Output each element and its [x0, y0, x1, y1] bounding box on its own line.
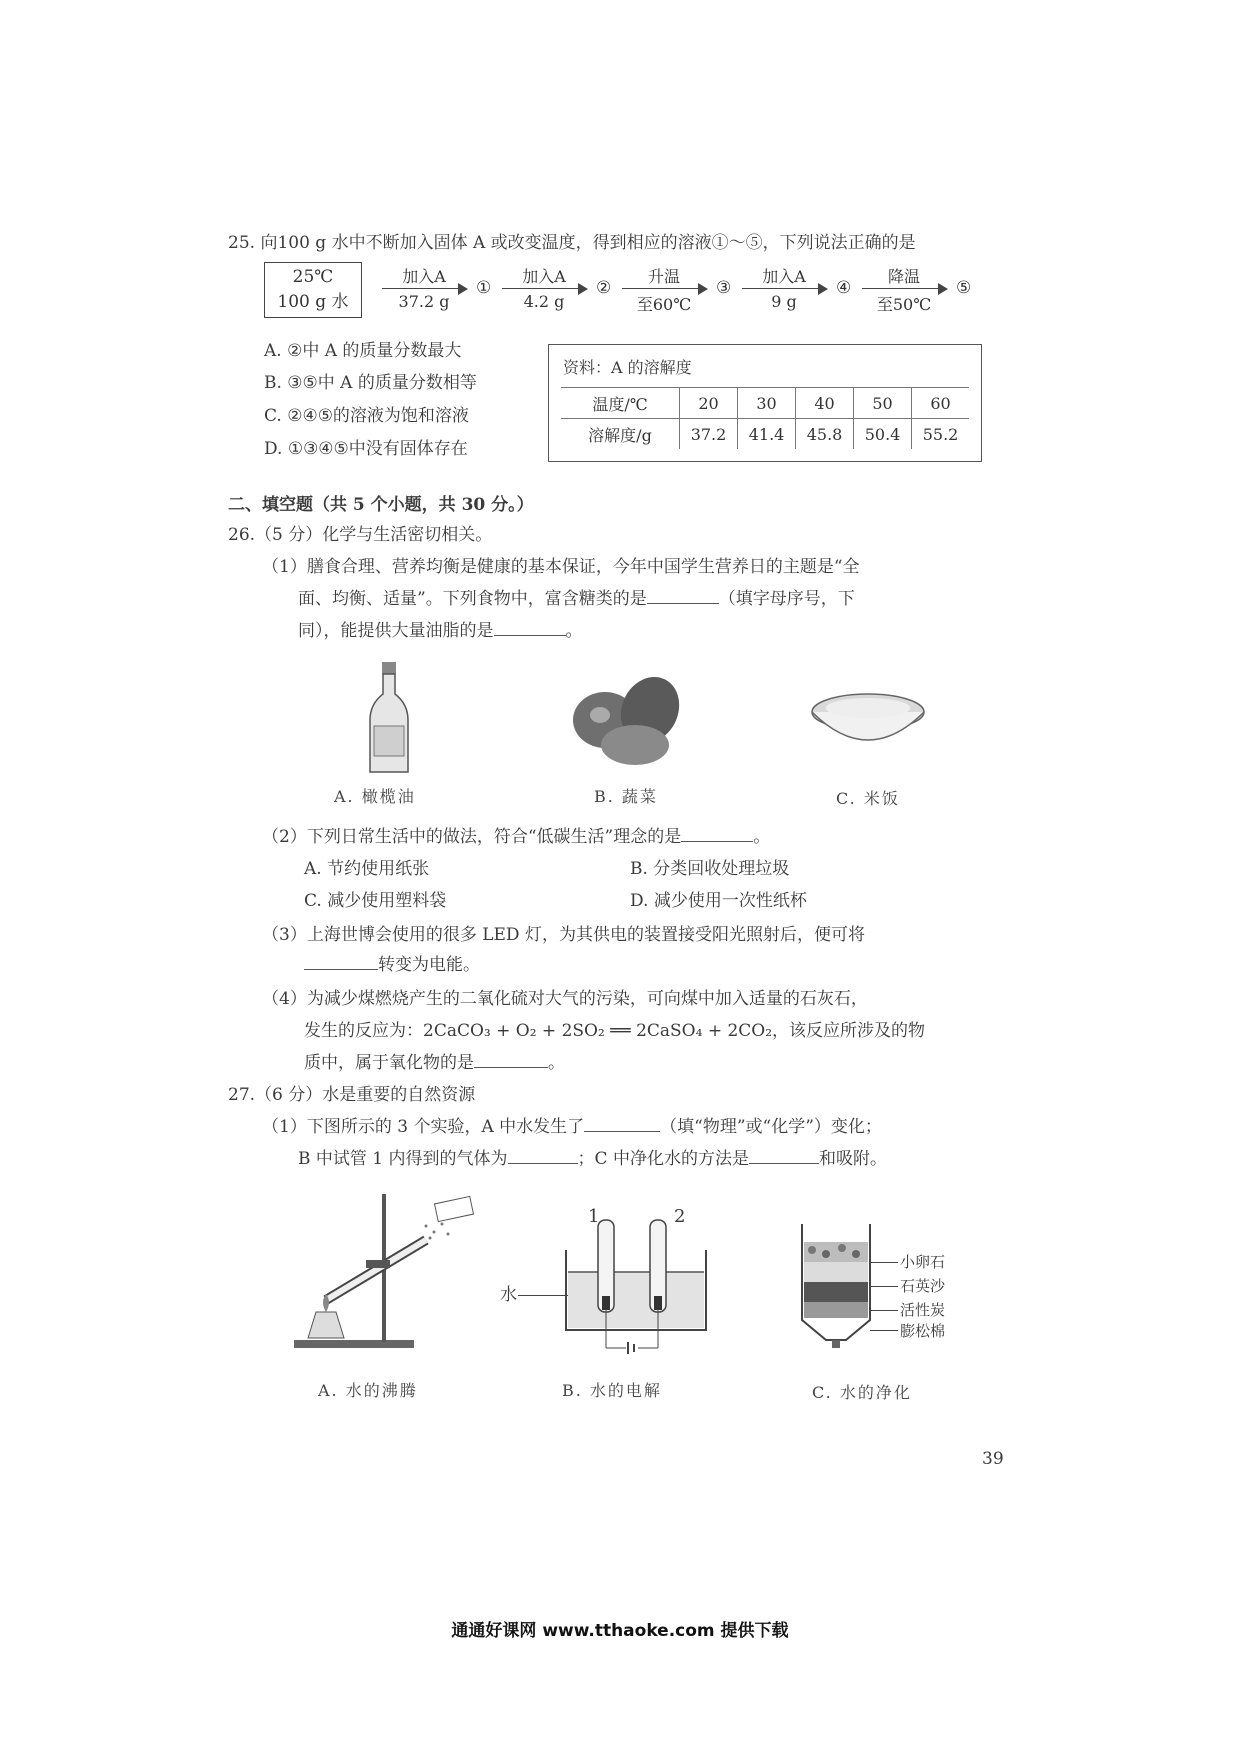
q26-part1-text: 。: [565, 621, 583, 641]
filter-pointer-line: [870, 1286, 898, 1287]
tube-2-label: 2: [674, 1206, 686, 1227]
q25-start-temp: 25℃: [292, 267, 334, 287]
q25-step-action: 加入A: [522, 267, 566, 286]
food-caption-c: C. 米饭: [836, 789, 900, 808]
filter-label-cotton: 膨松棉: [900, 1322, 946, 1340]
answer-blank[interactable]: [647, 589, 719, 604]
q26-part4-line3: [304, 1052, 565, 1074]
filter-pointer-line: [870, 1330, 898, 1331]
table-cell: 40: [796, 388, 854, 419]
q26-part2-option-a: A. 节约使用纸张: [304, 859, 430, 879]
table-cell: 温度/℃: [561, 388, 680, 419]
q25-step-action: 升温: [647, 267, 680, 286]
solubility-table-box: [548, 344, 982, 462]
diagram-caption-a: A. 水的沸腾: [318, 1381, 418, 1400]
q25-step-action: 加入A: [402, 267, 446, 286]
q25-option-c: C. ②④⑤的溶液为饱和溶液: [264, 406, 469, 426]
q26-part1-line2: [298, 588, 855, 610]
answer-blank[interactable]: [508, 1149, 578, 1164]
q26-part2-text: （2）下列日常生活中的做法，符合“低碳生活”理念的是: [262, 827, 682, 847]
q26-part3-line2: [304, 954, 480, 976]
q26-part1-text: 同），能提供大量油脂的是: [298, 621, 494, 641]
q26-part3-text: 转变为电能。: [378, 955, 480, 975]
water-label: 水: [500, 1285, 517, 1305]
q26-part3-line1: （3）上海世博会使用的很多 LED 灯，为其供电的装置接受阳光照射后，便可将: [262, 925, 865, 945]
section-heading: 二、填空题（共 5 个小题，共 30 分。）: [228, 495, 534, 515]
q25-solution-label: ⑤: [956, 278, 972, 298]
q25-step-amount: 37.2 g: [398, 292, 450, 311]
food-caption-b: B. 蔬菜: [594, 787, 658, 806]
answer-blank[interactable]: [494, 621, 566, 636]
q25-step-arrow: [862, 264, 950, 312]
q25-step-arrow: [742, 264, 830, 312]
answer-blank[interactable]: [304, 955, 378, 970]
q27-part1-line2: [298, 1148, 887, 1170]
q26-part4-text: 。: [548, 1053, 565, 1073]
q26-part4-text: 质中，属于氧化物的是: [304, 1053, 474, 1073]
filter-pointer-line: [870, 1310, 898, 1311]
q25-step-arrow: [382, 264, 470, 312]
solubility-table: [561, 387, 969, 449]
q25-option-b: B. ③⑤中 A 的质量分数相等: [264, 373, 477, 393]
q25-solution-label: ①: [476, 278, 492, 298]
q27-part1-line1: [262, 1116, 882, 1138]
table-cell: 50: [854, 388, 912, 419]
q25-solution-label: ②: [596, 278, 612, 298]
q27-stem: 27.（6 分）水是重要的自然资源: [228, 1085, 476, 1105]
water-boiling-diagram: [286, 1180, 486, 1355]
q25-step-amount: 至60℃: [636, 295, 692, 314]
q26-part1-line1: （1）膳食合理、营养均衡是健康的基本保证，今年中国学生营养日的主题是“全: [262, 557, 860, 577]
q25-step-arrow: [502, 264, 590, 312]
filter-pointer-line: [870, 1262, 898, 1263]
q26-part2-stem: [262, 826, 770, 848]
q25-stem: 25. 向100 g 水中不断加入固体 A 或改变温度，得到相应的溶液①～⑤，下列说法正确的是: [228, 233, 916, 253]
table-cell: 37.2: [680, 419, 738, 450]
q27-part1-text: ；C 中净化水的方法是: [577, 1149, 749, 1169]
q26-part2-option-d: D. 减少使用一次性纸杯: [630, 891, 807, 911]
filter-label-sand: 石英沙: [900, 1277, 946, 1295]
answer-blank[interactable]: [749, 1149, 819, 1164]
q25-solution-label: ④: [836, 278, 852, 298]
q25-step-action: 加入A: [762, 267, 806, 286]
q25-step-amount: 至50℃: [876, 295, 932, 314]
table-cell: 60: [912, 388, 969, 419]
diagram-caption-c: C. 水的净化: [812, 1383, 912, 1402]
q25-step-action: 降温: [887, 267, 920, 286]
q26-part4-line1: （4）为减少煤燃烧产生的二氧化硫对大气的污染，可向煤中加入适量的石灰石，: [262, 989, 868, 1009]
q26-part2-option-b: B. 分类回收处理垃圾: [630, 859, 790, 879]
answer-blank[interactable]: [474, 1053, 548, 1068]
q25-step-amount: 4.2 g: [523, 292, 565, 311]
rice-bowl-image: [808, 688, 928, 758]
water-electrolysis-diagram: [546, 1210, 726, 1360]
table-cell: 41.4: [738, 419, 796, 450]
table-row: [561, 388, 969, 419]
q25-start-water: 100 g 水: [277, 292, 349, 312]
q26-part1-text: （填字母序号，下: [718, 589, 855, 609]
food-caption-a: A. 橄榄油: [334, 787, 416, 806]
q25-step-arrow: [622, 264, 710, 312]
answer-blank[interactable]: [681, 827, 753, 842]
vegetables-image: [560, 670, 710, 770]
q25-start-box: [264, 262, 362, 318]
table-cell: 45.8: [796, 419, 854, 450]
table-cell: 55.2: [912, 419, 969, 450]
q26-part2-option-c: C. 减少使用塑料袋: [304, 891, 447, 911]
q26-part4-line2: 发生的反应为：2CaCO₃ + O₂ + 2SO₂ ══ 2CaSO₄ + 2CO₂，该反应所涉及的物: [304, 1021, 926, 1041]
diagram-caption-b: B. 水的电解: [562, 1381, 662, 1400]
water-pointer-line: [518, 1295, 568, 1296]
answer-blank[interactable]: [584, 1117, 660, 1132]
q25-solution-label: ③: [716, 278, 732, 298]
table-cell: 20: [680, 388, 738, 419]
q27-part1-text: （1）下图所示的 3 个实验，A 中水发生了: [262, 1117, 585, 1137]
table-cell: 溶解度/g: [561, 419, 680, 450]
tube-1-label: 1: [588, 1206, 600, 1227]
q26-part1-text: 面、均衡、适量”。下列食物中，富含糖类的是: [298, 589, 647, 609]
filter-label-carbon: 活性炭: [900, 1301, 946, 1319]
solubility-table-title: 资料：A 的溶解度: [563, 358, 692, 377]
olive-oil-bottle-image: [350, 660, 430, 780]
q27-part1-text: B 中试管 1 内得到的气体为: [298, 1149, 508, 1169]
footer-download-note: 通通好课网 www.tthaoke.com 提供下载: [451, 1621, 789, 1641]
q26-part2-text: 。: [753, 827, 771, 847]
q27-part1-text: 和吸附。: [818, 1149, 887, 1169]
q25-option-d: D. ①③④⑤中没有固体存在: [264, 439, 468, 459]
q25-option-a: A. ②中 A 的质量分数最大: [264, 341, 462, 361]
q26-part1-line3: [298, 620, 583, 642]
table-cell: 30: [738, 388, 796, 419]
q25-step-amount: 9 g: [771, 292, 797, 311]
table-cell: 50.4: [854, 419, 912, 450]
q27-part1-text: （填“物理”或“化学”）变化；: [660, 1117, 882, 1137]
filter-label-pebbles: 小卵石: [900, 1253, 946, 1271]
table-row: [561, 419, 969, 450]
page-number: 39: [982, 1449, 1004, 1469]
q26-stem: 26.（5 分）化学与生活密切相关。: [228, 525, 493, 545]
water-purification-diagram: [796, 1220, 876, 1350]
